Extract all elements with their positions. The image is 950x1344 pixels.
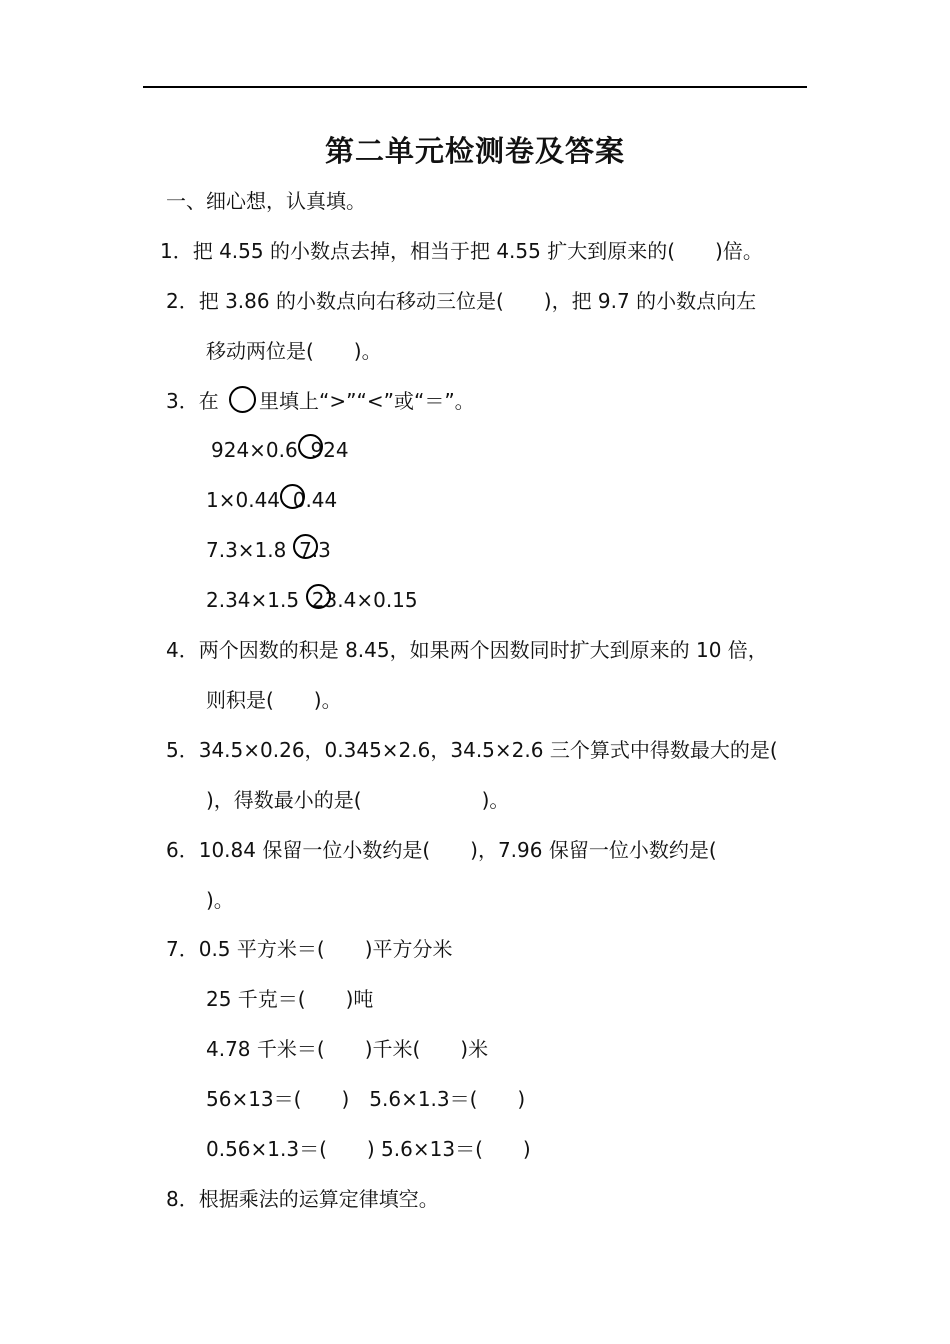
comparison-circle-icon: [306, 584, 331, 609]
question-2-line-2: 移动两位是( )。: [206, 339, 382, 363]
question-8: 8．根据乘法的运算定律填空。: [166, 1187, 439, 1211]
question-2-line-1: 2．把 3.86 的小数点向右移动三位是( )，把 9.7 的小数点向左: [166, 289, 757, 313]
question-7-line-5: 0.56×1.3＝( ) 5.6×13＝( ): [206, 1137, 531, 1161]
question-6-line-1: 6．10.84 保留一位小数约是( )，7.96 保留一位小数约是(: [166, 838, 717, 862]
comparison-circle-icon: [293, 534, 318, 559]
question-7-line-2: 25 千克＝( )吨: [206, 987, 374, 1011]
section-heading: 一、细心想，认真填。: [166, 189, 366, 213]
question-7-line-3: 4.78 千米＝( )千米( )米: [206, 1037, 489, 1061]
comparison-circle-icon: [298, 434, 323, 459]
comparison-item-2: 1×0.44 0.44: [206, 488, 338, 512]
comparison-item-3: 7.3×1.8 7.3: [206, 538, 331, 562]
page-title: 第二单元检测卷及答案: [324, 134, 625, 168]
comparison-circle-icon: [229, 386, 256, 413]
question-4-line-2: 则积是( )。: [206, 688, 342, 712]
question-5-line-1: 5．34.5×0.26，0.345×2.6，34.5×2.6 三个算式中得数最大的是(: [166, 738, 778, 762]
question-5-line-2: )，得数最小的是( )。: [206, 788, 510, 812]
question-6-line-2: )。: [206, 888, 234, 912]
comparison-item-4: 2.34×1.5 23.4×0.15: [206, 588, 418, 612]
question-3-instruction: 里填上“>”“<”或“＝”。: [259, 389, 475, 413]
question-1: 1．把 4.55 的小数点去掉，相当于把 4.55 扩大到原来的( )倍。: [160, 239, 763, 263]
comparison-item-1: 924×0.6 924: [211, 438, 349, 462]
header-rule: [143, 86, 807, 88]
question-3-prefix: 3．在: [166, 389, 219, 413]
comparison-circle-icon: [280, 484, 305, 509]
question-7-line-4: 56×13＝( ) 5.6×1.3＝( ): [206, 1087, 526, 1111]
question-7-line-1: 7．0.5 平方米＝( )平方分米: [166, 937, 453, 961]
question-4-line-1: 4．两个因数的积是 8.45，如果两个因数同时扩大到原来的 10 倍，: [166, 638, 768, 662]
